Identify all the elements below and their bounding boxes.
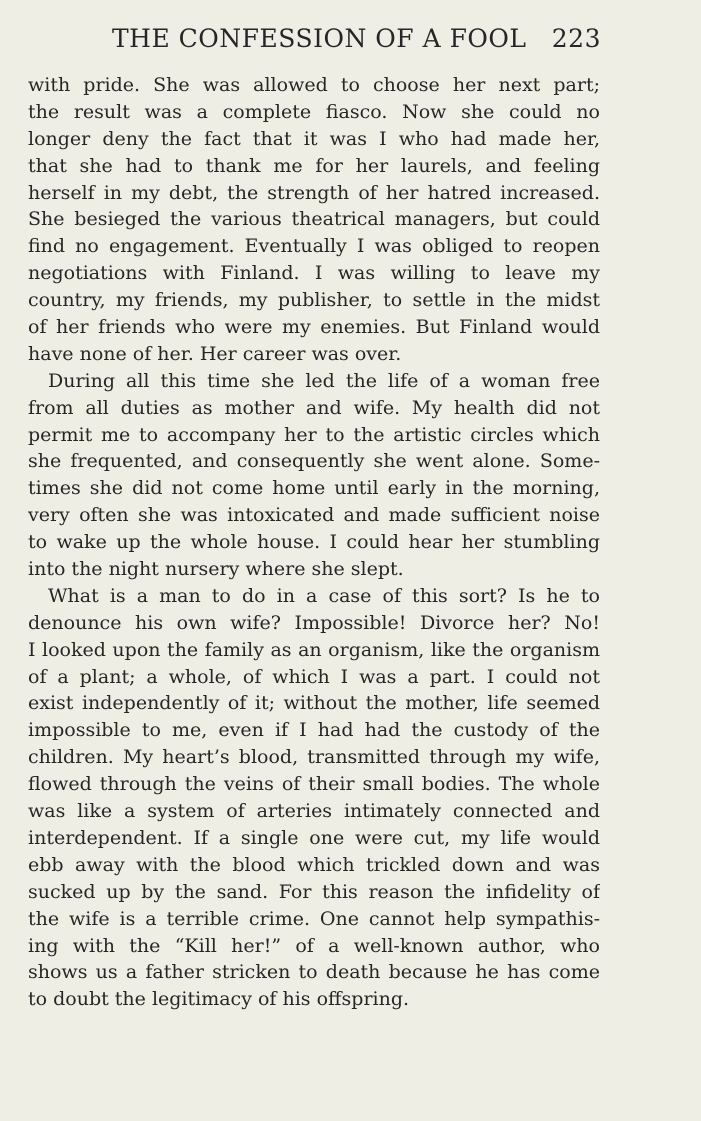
paragraph-end-line: to doubt the legitimacy of his offspring. — [28, 988, 410, 1011]
page-number: 223 — [551, 24, 601, 53]
text-line: to wake up the whole house. I could hear her stumbling — [28, 531, 600, 554]
text-line: the wife is a terrible crime. One cannot help sympathis- — [28, 907, 600, 930]
paragraph-end-line: have none of her. Her career was over. — [28, 342, 402, 365]
text-line: she frequented, and consequently she went alone. Some- — [28, 450, 600, 473]
text-line: herself in my debt, the strength of her hatred increased. — [28, 181, 600, 204]
text-line: that she had to thank me for her laurels, and feeling — [28, 154, 600, 177]
text-line: sucked up by the sand. For this reason the infidelity of — [28, 880, 600, 903]
text-line: negotiations with Finland. I was willing to leave my — [28, 262, 600, 285]
text-line: of a plant; a whole, of which I was a part. I could not — [28, 665, 600, 688]
running-header — [112, 24, 601, 56]
text-line: from all duties as mother and wife. My health did not — [28, 396, 600, 419]
text-line: interdependent. If a single one were cut, my life would — [28, 826, 600, 849]
text-line: of her friends who were my enemies. But Finland would — [28, 316, 600, 339]
paragraph-start-line: What is a man to do in a case of this sort? Is he to — [48, 584, 600, 607]
paragraph-start-line: During all this time she led the life of a woman free — [48, 369, 600, 392]
text-line: was like a system of arteries intimately connected and — [28, 800, 600, 823]
text-line: exist independently of it; without the mother, life seemed — [28, 692, 600, 715]
text-line: children. My heart’s blood, transmitted through my wife, — [28, 746, 600, 769]
text-line: with pride. She was allowed to choose her next part; — [28, 74, 600, 96]
text-line: country, my friends, my publisher, to settle in the midst — [28, 289, 600, 312]
text-line: ing with the “Kill her!” of a well-known author, who — [28, 934, 600, 957]
text-line: the result was a complete fiasco. Now she could no — [28, 100, 600, 123]
text-line: denounce his own wife? Impossible! Divorce her? No! — [28, 611, 600, 634]
text-line: very often she was intoxicated and made sufficient noise — [28, 504, 600, 527]
text-line: shows us a father stricken to death because he has come — [28, 961, 600, 984]
running-title: THE CONFESSION OF A FOOL — [112, 24, 527, 53]
text-line: permit me to accompany her to the artistic circles which — [28, 423, 600, 446]
text-line: longer deny the fact that it was I who had made her, — [28, 127, 600, 150]
text-line: impossible to me, even if I had had the custody of the — [28, 719, 600, 742]
text-line: ebb away with the blood which trickled down and was — [28, 853, 600, 876]
text-line: times she did not come home until early in the morning, — [28, 477, 600, 500]
paragraph-end-line: into the night nursery where she slept. — [28, 558, 404, 581]
body-text — [28, 72, 600, 1013]
text-line: She besieged the various theatrical managers, but could — [28, 208, 600, 231]
text-line: I looked upon the family as an organism, like the organism — [28, 638, 600, 661]
text-line: flowed through the veins of their small bodies. The whole — [28, 773, 600, 796]
text-line: find no engagement. Eventually I was obliged to reopen — [28, 235, 600, 258]
